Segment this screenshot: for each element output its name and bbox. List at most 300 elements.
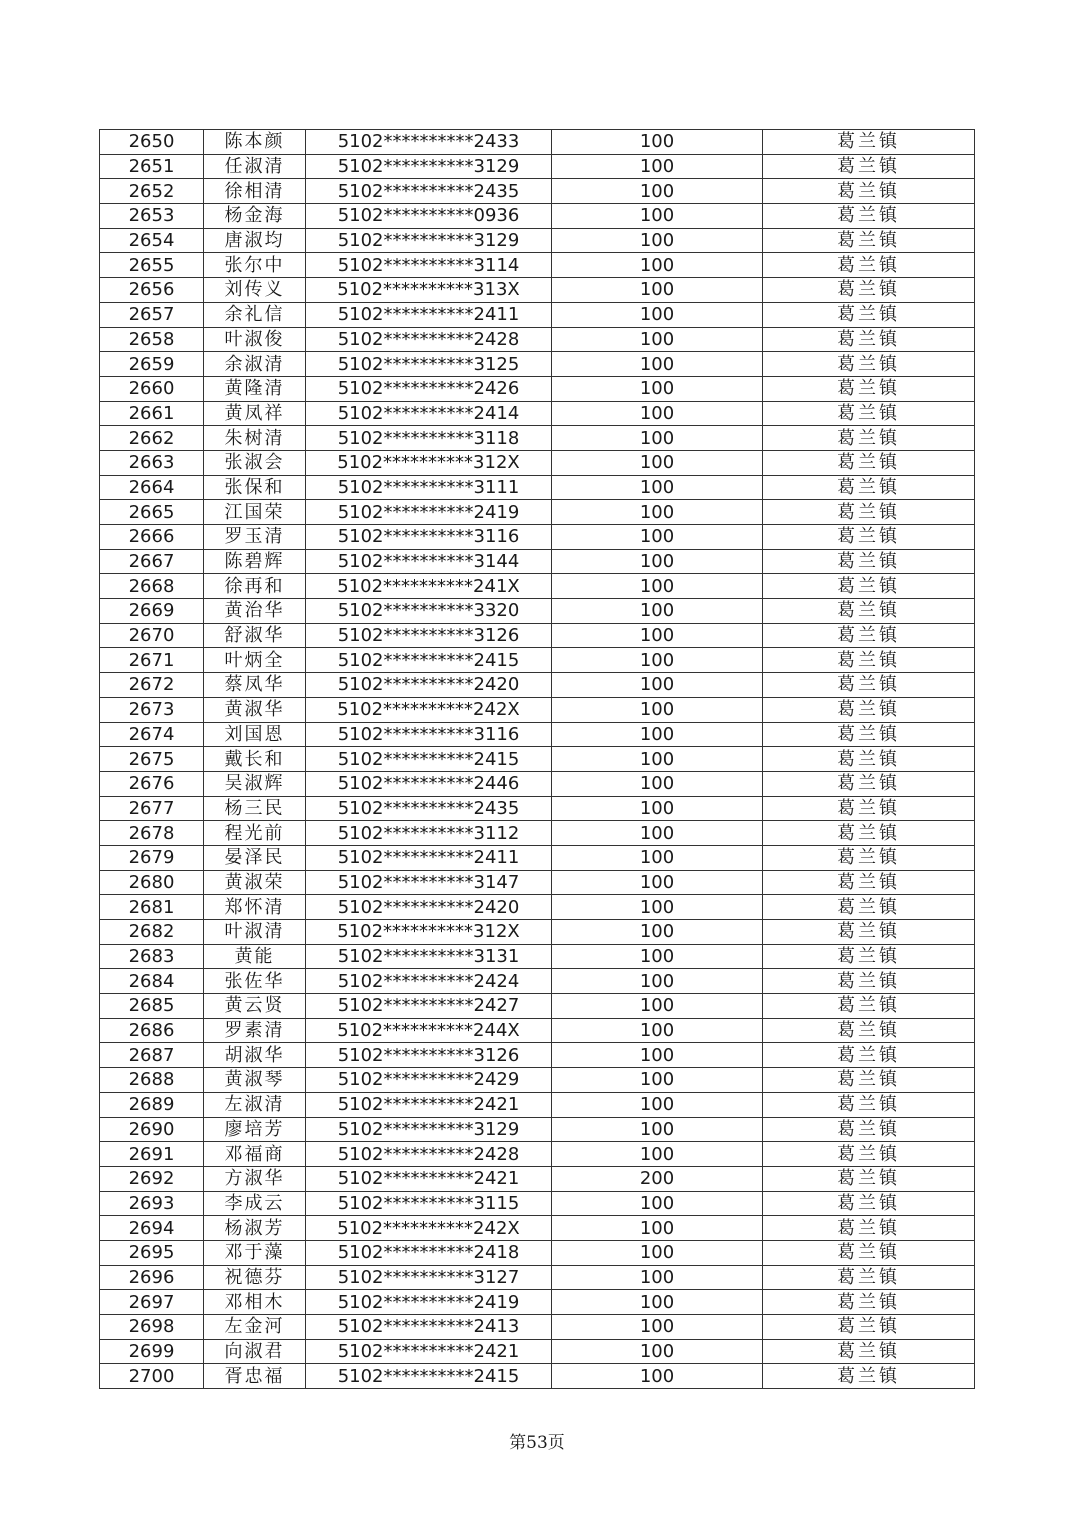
id-number-cell: 5102**********3129 xyxy=(306,1117,552,1142)
id-number-cell: 5102**********2418 xyxy=(306,1240,552,1265)
name-cell: 黄淑琴 xyxy=(204,1068,306,1093)
row-number-cell: 2678 xyxy=(100,821,204,846)
town-cell: 葛兰镇 xyxy=(763,1315,975,1340)
table-row xyxy=(100,771,975,796)
row-number-cell: 2692 xyxy=(100,1166,204,1191)
town-cell: 葛兰镇 xyxy=(763,574,975,599)
table-row xyxy=(100,845,975,870)
amount-cell: 200 xyxy=(552,1166,763,1191)
id-number-cell: 5102**********3129 xyxy=(306,228,552,253)
town-cell: 葛兰镇 xyxy=(763,1364,975,1389)
id-number-cell: 5102**********2415 xyxy=(306,648,552,673)
name-cell: 罗素清 xyxy=(204,1018,306,1043)
id-number-cell: 5102**********2435 xyxy=(306,796,552,821)
amount-cell: 100 xyxy=(552,475,763,500)
id-number-cell: 5102**********2427 xyxy=(306,994,552,1019)
row-number-cell: 2682 xyxy=(100,920,204,945)
town-cell: 葛兰镇 xyxy=(763,1240,975,1265)
amount-cell: 100 xyxy=(552,870,763,895)
page-number: 第53页 xyxy=(509,1433,565,1453)
name-cell: 朱树清 xyxy=(204,426,306,451)
table-row xyxy=(100,302,975,327)
id-number-cell: 5102**********2411 xyxy=(306,302,552,327)
name-cell: 刘国恩 xyxy=(204,722,306,747)
row-number-cell: 2674 xyxy=(100,722,204,747)
name-cell: 罗玉清 xyxy=(204,525,306,550)
row-number-cell: 2679 xyxy=(100,845,204,870)
id-number-cell: 5102**********3127 xyxy=(306,1265,552,1290)
name-cell: 黄云贤 xyxy=(204,994,306,1019)
id-number-cell: 5102**********2446 xyxy=(306,771,552,796)
table-row xyxy=(100,1068,975,1093)
town-cell: 葛兰镇 xyxy=(763,1265,975,1290)
name-cell: 余淑清 xyxy=(204,352,306,377)
table-row xyxy=(100,895,975,920)
town-cell: 葛兰镇 xyxy=(763,1339,975,1364)
name-cell: 陈碧辉 xyxy=(204,549,306,574)
amount-cell: 100 xyxy=(552,623,763,648)
town-cell: 葛兰镇 xyxy=(763,1191,975,1216)
name-cell: 廖培芳 xyxy=(204,1117,306,1142)
table-row xyxy=(100,1043,975,1068)
id-number-cell: 5102**********312X xyxy=(306,450,552,475)
roster-table-body xyxy=(100,130,975,1389)
table-row xyxy=(100,1018,975,1043)
roster-sheet xyxy=(99,129,974,1389)
amount-cell: 100 xyxy=(552,376,763,401)
id-number-cell: 5102**********2421 xyxy=(306,1092,552,1117)
name-cell: 黄淑华 xyxy=(204,697,306,722)
amount-cell: 100 xyxy=(552,1364,763,1389)
amount-cell: 100 xyxy=(552,1191,763,1216)
town-cell: 葛兰镇 xyxy=(763,747,975,772)
id-number-cell: 5102**********3320 xyxy=(306,599,552,624)
id-number-cell: 5102**********3131 xyxy=(306,944,552,969)
name-cell: 刘传义 xyxy=(204,278,306,303)
id-number-cell: 5102**********2428 xyxy=(306,1142,552,1167)
row-number-cell: 2651 xyxy=(100,154,204,179)
amount-cell: 100 xyxy=(552,525,763,550)
id-number-cell: 5102**********3112 xyxy=(306,821,552,846)
row-number-cell: 2668 xyxy=(100,574,204,599)
town-cell: 葛兰镇 xyxy=(763,130,975,155)
id-number-cell: 5102**********242X xyxy=(306,697,552,722)
name-cell: 叶淑清 xyxy=(204,920,306,945)
town-cell: 葛兰镇 xyxy=(763,944,975,969)
id-number-cell: 5102**********2421 xyxy=(306,1166,552,1191)
amount-cell: 100 xyxy=(552,845,763,870)
table-row xyxy=(100,673,975,698)
id-number-cell: 5102**********3114 xyxy=(306,253,552,278)
id-number-cell: 5102**********2429 xyxy=(306,1068,552,1093)
name-cell: 陈本颜 xyxy=(204,130,306,155)
amount-cell: 100 xyxy=(552,278,763,303)
amount-cell: 100 xyxy=(552,722,763,747)
amount-cell: 100 xyxy=(552,401,763,426)
table-row xyxy=(100,1142,975,1167)
row-number-cell: 2695 xyxy=(100,1240,204,1265)
id-number-cell: 5102**********3116 xyxy=(306,722,552,747)
table-row xyxy=(100,1364,975,1389)
amount-cell: 100 xyxy=(552,204,763,229)
amount-cell: 100 xyxy=(552,1018,763,1043)
id-number-cell: 5102**********2433 xyxy=(306,130,552,155)
name-cell: 胡淑华 xyxy=(204,1043,306,1068)
town-cell: 葛兰镇 xyxy=(763,1216,975,1241)
table-row xyxy=(100,1191,975,1216)
name-cell: 蔡凤华 xyxy=(204,673,306,698)
table-row xyxy=(100,253,975,278)
row-number-cell: 2673 xyxy=(100,697,204,722)
table-row xyxy=(100,278,975,303)
name-cell: 左金河 xyxy=(204,1315,306,1340)
name-cell: 黄凤祥 xyxy=(204,401,306,426)
id-number-cell: 5102**********2419 xyxy=(306,500,552,525)
town-cell: 葛兰镇 xyxy=(763,1290,975,1315)
amount-cell: 100 xyxy=(552,1339,763,1364)
row-number-cell: 2665 xyxy=(100,500,204,525)
row-number-cell: 2680 xyxy=(100,870,204,895)
name-cell: 晏泽民 xyxy=(204,845,306,870)
row-number-cell: 2696 xyxy=(100,1265,204,1290)
town-cell: 葛兰镇 xyxy=(763,327,975,352)
id-number-cell: 5102**********3115 xyxy=(306,1191,552,1216)
amount-cell: 100 xyxy=(552,228,763,253)
row-number-cell: 2655 xyxy=(100,253,204,278)
id-number-cell: 5102**********3125 xyxy=(306,352,552,377)
name-cell: 任淑清 xyxy=(204,154,306,179)
id-number-cell: 5102**********242X xyxy=(306,1216,552,1241)
table-row xyxy=(100,1166,975,1191)
table-row xyxy=(100,722,975,747)
name-cell: 胥忠福 xyxy=(204,1364,306,1389)
id-number-cell: 5102**********3111 xyxy=(306,475,552,500)
id-number-cell: 5102**********2419 xyxy=(306,1290,552,1315)
row-number-cell: 2662 xyxy=(100,426,204,451)
table-row xyxy=(100,549,975,574)
id-number-cell: 5102**********2414 xyxy=(306,401,552,426)
row-number-cell: 2654 xyxy=(100,228,204,253)
name-cell: 徐再和 xyxy=(204,574,306,599)
row-number-cell: 2672 xyxy=(100,673,204,698)
id-number-cell: 5102**********2421 xyxy=(306,1339,552,1364)
id-number-cell: 5102**********2413 xyxy=(306,1315,552,1340)
name-cell: 邓相木 xyxy=(204,1290,306,1315)
roster-table xyxy=(99,129,975,1389)
name-cell: 左淑清 xyxy=(204,1092,306,1117)
table-row xyxy=(100,994,975,1019)
name-cell: 方淑华 xyxy=(204,1166,306,1191)
table-row xyxy=(100,870,975,895)
name-cell: 张尔中 xyxy=(204,253,306,278)
row-number-cell: 2685 xyxy=(100,994,204,1019)
row-number-cell: 2693 xyxy=(100,1191,204,1216)
amount-cell: 100 xyxy=(552,1142,763,1167)
row-number-cell: 2689 xyxy=(100,1092,204,1117)
name-cell: 邓福商 xyxy=(204,1142,306,1167)
table-row xyxy=(100,426,975,451)
amount-cell: 100 xyxy=(552,549,763,574)
table-row xyxy=(100,525,975,550)
id-number-cell: 5102**********2415 xyxy=(306,1364,552,1389)
name-cell: 张佐华 xyxy=(204,969,306,994)
name-cell: 黄淑荣 xyxy=(204,870,306,895)
amount-cell: 100 xyxy=(552,352,763,377)
table-row xyxy=(100,179,975,204)
name-cell: 徐相清 xyxy=(204,179,306,204)
id-number-cell: 5102**********2420 xyxy=(306,895,552,920)
name-cell: 祝德芬 xyxy=(204,1265,306,1290)
row-number-cell: 2698 xyxy=(100,1315,204,1340)
table-row xyxy=(100,130,975,155)
name-cell: 张淑会 xyxy=(204,450,306,475)
row-number-cell: 2690 xyxy=(100,1117,204,1142)
name-cell: 李成云 xyxy=(204,1191,306,1216)
table-row xyxy=(100,821,975,846)
row-number-cell: 2656 xyxy=(100,278,204,303)
town-cell: 葛兰镇 xyxy=(763,796,975,821)
town-cell: 葛兰镇 xyxy=(763,870,975,895)
row-number-cell: 2677 xyxy=(100,796,204,821)
table-row xyxy=(100,154,975,179)
town-cell: 葛兰镇 xyxy=(763,278,975,303)
amount-cell: 100 xyxy=(552,154,763,179)
town-cell: 葛兰镇 xyxy=(763,179,975,204)
row-number-cell: 2683 xyxy=(100,944,204,969)
row-number-cell: 2652 xyxy=(100,179,204,204)
id-number-cell: 5102**********2415 xyxy=(306,747,552,772)
amount-cell: 100 xyxy=(552,1092,763,1117)
town-cell: 葛兰镇 xyxy=(763,302,975,327)
id-number-cell: 5102**********3126 xyxy=(306,623,552,648)
id-number-cell: 5102**********313X xyxy=(306,278,552,303)
town-cell: 葛兰镇 xyxy=(763,895,975,920)
id-number-cell: 5102**********2426 xyxy=(306,376,552,401)
amount-cell: 100 xyxy=(552,821,763,846)
table-row xyxy=(100,599,975,624)
row-number-cell: 2666 xyxy=(100,525,204,550)
row-number-cell: 2700 xyxy=(100,1364,204,1389)
amount-cell: 100 xyxy=(552,747,763,772)
town-cell: 葛兰镇 xyxy=(763,525,975,550)
amount-cell: 100 xyxy=(552,1290,763,1315)
amount-cell: 100 xyxy=(552,1216,763,1241)
row-number-cell: 2661 xyxy=(100,401,204,426)
amount-cell: 100 xyxy=(552,796,763,821)
town-cell: 葛兰镇 xyxy=(763,920,975,945)
row-number-cell: 2650 xyxy=(100,130,204,155)
town-cell: 葛兰镇 xyxy=(763,722,975,747)
table-row xyxy=(100,475,975,500)
name-cell: 戴长和 xyxy=(204,747,306,772)
table-row xyxy=(100,944,975,969)
row-number-cell: 2699 xyxy=(100,1339,204,1364)
town-cell: 葛兰镇 xyxy=(763,697,975,722)
name-cell: 杨淑芳 xyxy=(204,1216,306,1241)
row-number-cell: 2658 xyxy=(100,327,204,352)
town-cell: 葛兰镇 xyxy=(763,845,975,870)
town-cell: 葛兰镇 xyxy=(763,228,975,253)
amount-cell: 100 xyxy=(552,673,763,698)
name-cell: 唐淑均 xyxy=(204,228,306,253)
row-number-cell: 2653 xyxy=(100,204,204,229)
town-cell: 葛兰镇 xyxy=(763,1068,975,1093)
name-cell: 杨三民 xyxy=(204,796,306,821)
name-cell: 江国荣 xyxy=(204,500,306,525)
town-cell: 葛兰镇 xyxy=(763,1166,975,1191)
amount-cell: 100 xyxy=(552,920,763,945)
town-cell: 葛兰镇 xyxy=(763,821,975,846)
amount-cell: 100 xyxy=(552,327,763,352)
table-row xyxy=(100,1315,975,1340)
name-cell: 吴淑辉 xyxy=(204,771,306,796)
row-number-cell: 2686 xyxy=(100,1018,204,1043)
amount-cell: 100 xyxy=(552,1265,763,1290)
row-number-cell: 2659 xyxy=(100,352,204,377)
id-number-cell: 5102**********3118 xyxy=(306,426,552,451)
id-number-cell: 5102**********2424 xyxy=(306,969,552,994)
id-number-cell: 5102**********2411 xyxy=(306,845,552,870)
town-cell: 葛兰镇 xyxy=(763,500,975,525)
town-cell: 葛兰镇 xyxy=(763,401,975,426)
table-row xyxy=(100,623,975,648)
table-row xyxy=(100,1290,975,1315)
name-cell: 黄隆清 xyxy=(204,376,306,401)
row-number-cell: 2670 xyxy=(100,623,204,648)
name-cell: 邓于藻 xyxy=(204,1240,306,1265)
amount-cell: 100 xyxy=(552,1043,763,1068)
name-cell: 舒淑华 xyxy=(204,623,306,648)
id-number-cell: 5102**********2420 xyxy=(306,673,552,698)
name-cell: 叶炳全 xyxy=(204,648,306,673)
table-row xyxy=(100,327,975,352)
id-number-cell: 5102**********241X xyxy=(306,574,552,599)
town-cell: 葛兰镇 xyxy=(763,1092,975,1117)
amount-cell: 100 xyxy=(552,771,763,796)
table-row xyxy=(100,450,975,475)
name-cell: 黄能 xyxy=(204,944,306,969)
table-row xyxy=(100,1216,975,1241)
town-cell: 葛兰镇 xyxy=(763,376,975,401)
amount-cell: 100 xyxy=(552,450,763,475)
table-row xyxy=(100,352,975,377)
town-cell: 葛兰镇 xyxy=(763,623,975,648)
amount-cell: 100 xyxy=(552,574,763,599)
amount-cell: 100 xyxy=(552,426,763,451)
amount-cell: 100 xyxy=(552,944,763,969)
id-number-cell: 5102**********3126 xyxy=(306,1043,552,1068)
table-row xyxy=(100,500,975,525)
town-cell: 葛兰镇 xyxy=(763,994,975,1019)
town-cell: 葛兰镇 xyxy=(763,352,975,377)
row-number-cell: 2697 xyxy=(100,1290,204,1315)
amount-cell: 100 xyxy=(552,302,763,327)
row-number-cell: 2657 xyxy=(100,302,204,327)
amount-cell: 100 xyxy=(552,599,763,624)
name-cell: 向淑君 xyxy=(204,1339,306,1364)
town-cell: 葛兰镇 xyxy=(763,1043,975,1068)
name-cell: 程光前 xyxy=(204,821,306,846)
table-row xyxy=(100,1092,975,1117)
table-row xyxy=(100,1240,975,1265)
town-cell: 葛兰镇 xyxy=(763,549,975,574)
id-number-cell: 5102**********244X xyxy=(306,1018,552,1043)
town-cell: 葛兰镇 xyxy=(763,1117,975,1142)
table-row xyxy=(100,574,975,599)
name-cell: 张保和 xyxy=(204,475,306,500)
id-number-cell: 5102**********3144 xyxy=(306,549,552,574)
amount-cell: 100 xyxy=(552,648,763,673)
row-number-cell: 2688 xyxy=(100,1068,204,1093)
name-cell: 黄治华 xyxy=(204,599,306,624)
table-row xyxy=(100,1117,975,1142)
amount-cell: 100 xyxy=(552,697,763,722)
row-number-cell: 2671 xyxy=(100,648,204,673)
name-cell: 郑怀清 xyxy=(204,895,306,920)
table-row xyxy=(100,204,975,229)
table-row xyxy=(100,228,975,253)
amount-cell: 100 xyxy=(552,130,763,155)
amount-cell: 100 xyxy=(552,253,763,278)
row-number-cell: 2669 xyxy=(100,599,204,624)
id-number-cell: 5102**********3129 xyxy=(306,154,552,179)
amount-cell: 100 xyxy=(552,895,763,920)
town-cell: 葛兰镇 xyxy=(763,1018,975,1043)
table-row xyxy=(100,747,975,772)
table-row xyxy=(100,376,975,401)
town-cell: 葛兰镇 xyxy=(763,154,975,179)
id-number-cell: 5102**********2428 xyxy=(306,327,552,352)
amount-cell: 100 xyxy=(552,994,763,1019)
row-number-cell: 2694 xyxy=(100,1216,204,1241)
row-number-cell: 2681 xyxy=(100,895,204,920)
table-row xyxy=(100,796,975,821)
town-cell: 葛兰镇 xyxy=(763,969,975,994)
id-number-cell: 5102**********312X xyxy=(306,920,552,945)
table-row xyxy=(100,1339,975,1364)
town-cell: 葛兰镇 xyxy=(763,673,975,698)
table-row xyxy=(100,648,975,673)
row-number-cell: 2687 xyxy=(100,1043,204,1068)
town-cell: 葛兰镇 xyxy=(763,648,975,673)
row-number-cell: 2663 xyxy=(100,450,204,475)
amount-cell: 100 xyxy=(552,1068,763,1093)
row-number-cell: 2664 xyxy=(100,475,204,500)
id-number-cell: 5102**********0936 xyxy=(306,204,552,229)
amount-cell: 100 xyxy=(552,1240,763,1265)
town-cell: 葛兰镇 xyxy=(763,204,975,229)
table-row xyxy=(100,969,975,994)
table-row xyxy=(100,1265,975,1290)
row-number-cell: 2675 xyxy=(100,747,204,772)
table-row xyxy=(100,697,975,722)
amount-cell: 100 xyxy=(552,1315,763,1340)
id-number-cell: 5102**********2435 xyxy=(306,179,552,204)
row-number-cell: 2691 xyxy=(100,1142,204,1167)
name-cell: 杨金海 xyxy=(204,204,306,229)
row-number-cell: 2676 xyxy=(100,771,204,796)
name-cell: 叶淑俊 xyxy=(204,327,306,352)
id-number-cell: 5102**********3147 xyxy=(306,870,552,895)
town-cell: 葛兰镇 xyxy=(763,1142,975,1167)
row-number-cell: 2660 xyxy=(100,376,204,401)
town-cell: 葛兰镇 xyxy=(763,450,975,475)
town-cell: 葛兰镇 xyxy=(763,426,975,451)
row-number-cell: 2684 xyxy=(100,969,204,994)
town-cell: 葛兰镇 xyxy=(763,599,975,624)
amount-cell: 100 xyxy=(552,179,763,204)
town-cell: 葛兰镇 xyxy=(763,475,975,500)
